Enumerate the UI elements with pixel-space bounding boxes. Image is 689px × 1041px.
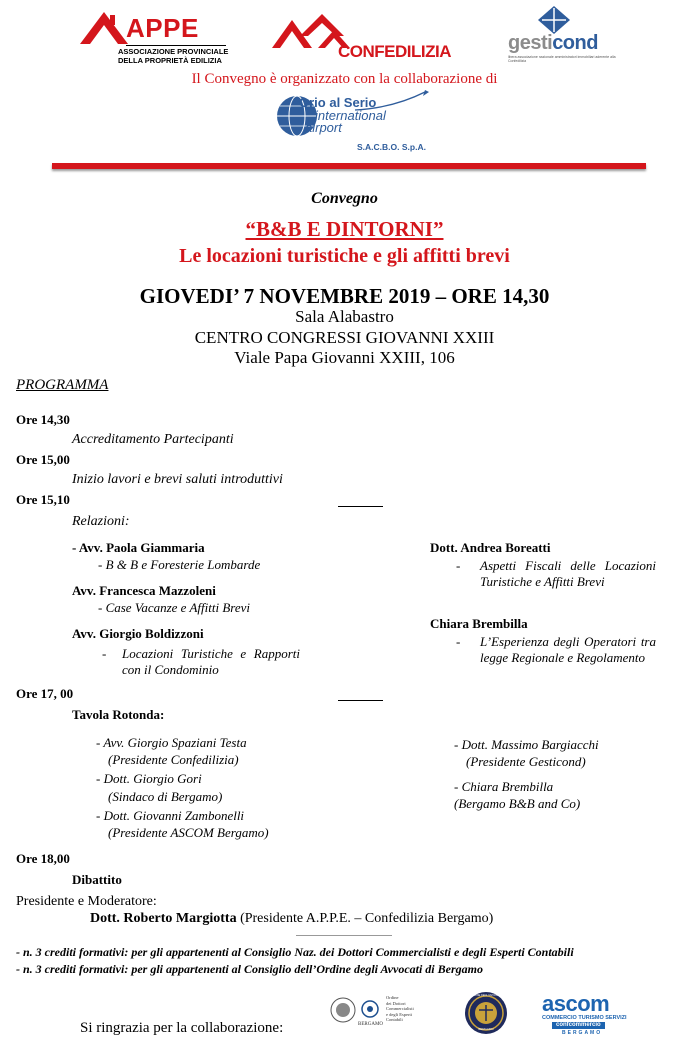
airport-company: S.A.C.B.O. S.p.A. (357, 142, 426, 152)
confedilizia-name: CONFEDILIZIA (338, 42, 451, 61)
gesticond-diamond-icon (538, 6, 570, 34)
event-room: Sala Alabastro (295, 307, 394, 326)
gesticond-name-a: gesti (508, 32, 553, 54)
time-1510: Ore 15,10 (16, 492, 70, 507)
odcec-city: BERGAMO (358, 1022, 384, 1027)
speaker-mazzoleni: Avv. Francesca Mazzoleni (72, 583, 216, 598)
event-address: Viale Papa Giovanni XXIII, 106 (234, 348, 455, 367)
talk-boldizzoni: Locazioni Turistiche e Rapporti con il Condominio (122, 646, 300, 677)
talk-boreatti: Aspetti Fiscali delle Locazioni Turistiche e Affitti Brevi (480, 558, 656, 589)
airport-line2: international (315, 108, 386, 123)
talk-brembilla-dash: - (456, 634, 461, 649)
gesticond-name (508, 32, 598, 54)
odcec-line4: e degli Esperti (386, 1011, 412, 1017)
avvocati-seal (464, 991, 508, 1035)
credit-avvocati: - n. 3 crediti formativi: per gli appartenenti al Consiglio dell’Ordine degli Avvocati di Bergamo (16, 962, 483, 976)
ascom-name: ascom (542, 991, 610, 1016)
time-1500: Ore 15,00 (16, 452, 70, 467)
appe-rule (126, 45, 226, 46)
avvocati-top: ORDINE DEGLI AVVOCATI (470, 994, 502, 997)
ascom-line1: COMMERCIO TURISMO SERVIZI (542, 1015, 627, 1021)
event-date: GIOVEDI’ 7 NOVEMBRE 2019 – ORE 14,30 (139, 284, 550, 308)
appe-name: APPE (126, 13, 199, 43)
panel-brembilla-role: (Bergamo B&B and Co) (454, 796, 581, 811)
speaker-boreatti: Dott. Andrea Boreatti (430, 540, 551, 555)
talk-mazzoleni: - Case Vacanze e Affitti Brevi (98, 600, 250, 615)
odcec-seal-icon (330, 997, 356, 1023)
gesticond-name-b: cond (552, 32, 598, 54)
moderator-role: (Presidente A.P.P.E. – Confedilizia Bergamo) (236, 911, 494, 926)
divider-short-1 (338, 506, 383, 507)
event-subtitle: Le locazioni turistiche e gli affitti brevi (179, 245, 510, 267)
odcec-text (386, 995, 414, 1023)
appe-logo (80, 12, 230, 64)
relations-label: Relazioni: (72, 514, 130, 529)
talk-boreatti-dash: - (456, 558, 461, 573)
panel-bargiacchi-role: (Presidente Gesticond) (466, 754, 586, 769)
round-table-label: Tavola Rotonda: (72, 707, 165, 722)
ascom-line2: confcommercio (552, 1022, 605, 1029)
credits-divider (296, 935, 392, 936)
moderator-label: Presidente e Moderatore: (16, 894, 157, 909)
appe-line2: DELLA PROPRIETÀ EDILIZIA (118, 56, 222, 65)
odcec-logo (330, 995, 430, 1029)
accreditation-item: Accreditamento Partecipanti (72, 432, 234, 447)
moderator-name: Dott. Roberto Margiotta (90, 911, 237, 926)
ascom-city: BERGAMO (562, 1030, 603, 1036)
debate-label: Dibattito (72, 872, 122, 887)
avvocati-bottom: BERGAMO (478, 1027, 494, 1031)
talk-brembilla: L’Esperienza degli Operatori tra legge Regionale e Regolamento (480, 634, 656, 665)
airport-line1: Orio al Serio (299, 95, 377, 110)
panel-brembilla: - Chiara Brembilla (454, 779, 554, 794)
time-1800: Ore 18,00 (16, 851, 70, 866)
gesticond-logo (508, 6, 618, 64)
panel-spaziani-role: (Presidente Confedilizia) (108, 752, 239, 767)
panel-zambonelli: - Dott. Giovanni Zambonelli (96, 808, 245, 823)
divider-short-2 (338, 700, 383, 701)
event-label: Convegno (311, 190, 378, 207)
panel-zambonelli-role: (Presidente ASCOM Bergamo) (108, 825, 269, 840)
odcec-line2: dei Dottori (386, 1000, 406, 1006)
programme-heading: PROGRAMMA (16, 377, 109, 393)
gesticond-tagline: libera associazione nazionale amministratori immobiliari aderente alla Confedilizia (508, 55, 616, 63)
event-venue: CENTRO CONGRESSI GIOVANNI XXIII (194, 328, 495, 347)
opening-item: Inizio lavori e brevi saluti introduttivi (72, 472, 283, 487)
odcec-line5: Contabili (386, 1017, 403, 1022)
panel-gori: - Dott. Giorgio Gori (96, 771, 202, 786)
event-title: “B&B E DINTORNI” (245, 217, 444, 241)
speaker-boldizzoni: Avv. Giorgio Boldizzoni (72, 626, 204, 641)
appe-roof-icon (80, 12, 128, 44)
appe-line1: ASSOCIAZIONE PROVINCIALE (118, 47, 229, 56)
ascom-logo (540, 993, 630, 1035)
time-1430: Ore 14,30 (16, 412, 70, 427)
odcec-line3: Commercialisti (386, 1006, 414, 1011)
collab-line: Il Convegno è organizzato con la collaborazione di (191, 71, 498, 87)
thanks-label: Si ringrazia per la collaborazione: (80, 1020, 284, 1036)
speaker-giammaria: - Avv. Paola Giammaria (72, 540, 205, 555)
talk-giammaria: - B & B e Foresterie Lombarde (98, 557, 261, 572)
odcec-line1: Ordine (386, 995, 399, 1000)
panel-spaziani: - Avv. Giorgio Spaziani Testa (96, 735, 247, 750)
airport-line3: airport (305, 120, 342, 135)
confedilizia-logo (272, 14, 452, 66)
credit-commercialisti: - n. 3 crediti formativi: per gli appartenenti al Consiglio Naz. dei Dottori Commercialisti e degli Esperti Contabili (16, 945, 574, 959)
moderator-line (90, 910, 493, 927)
panel-bargiacchi: - Dott. Massimo Bargiacchi (454, 737, 599, 752)
speaker-brembilla: Chiara Brembilla (430, 616, 528, 631)
time-1700: Ore 17, 00 (16, 686, 74, 701)
airport-logo (275, 90, 435, 154)
panel-gori-role: (Sindaco di Bergamo) (108, 789, 223, 804)
header-divider (52, 163, 646, 169)
talk-boldizzoni-dash: - (102, 646, 107, 661)
odcec-flower-icon (360, 999, 380, 1019)
